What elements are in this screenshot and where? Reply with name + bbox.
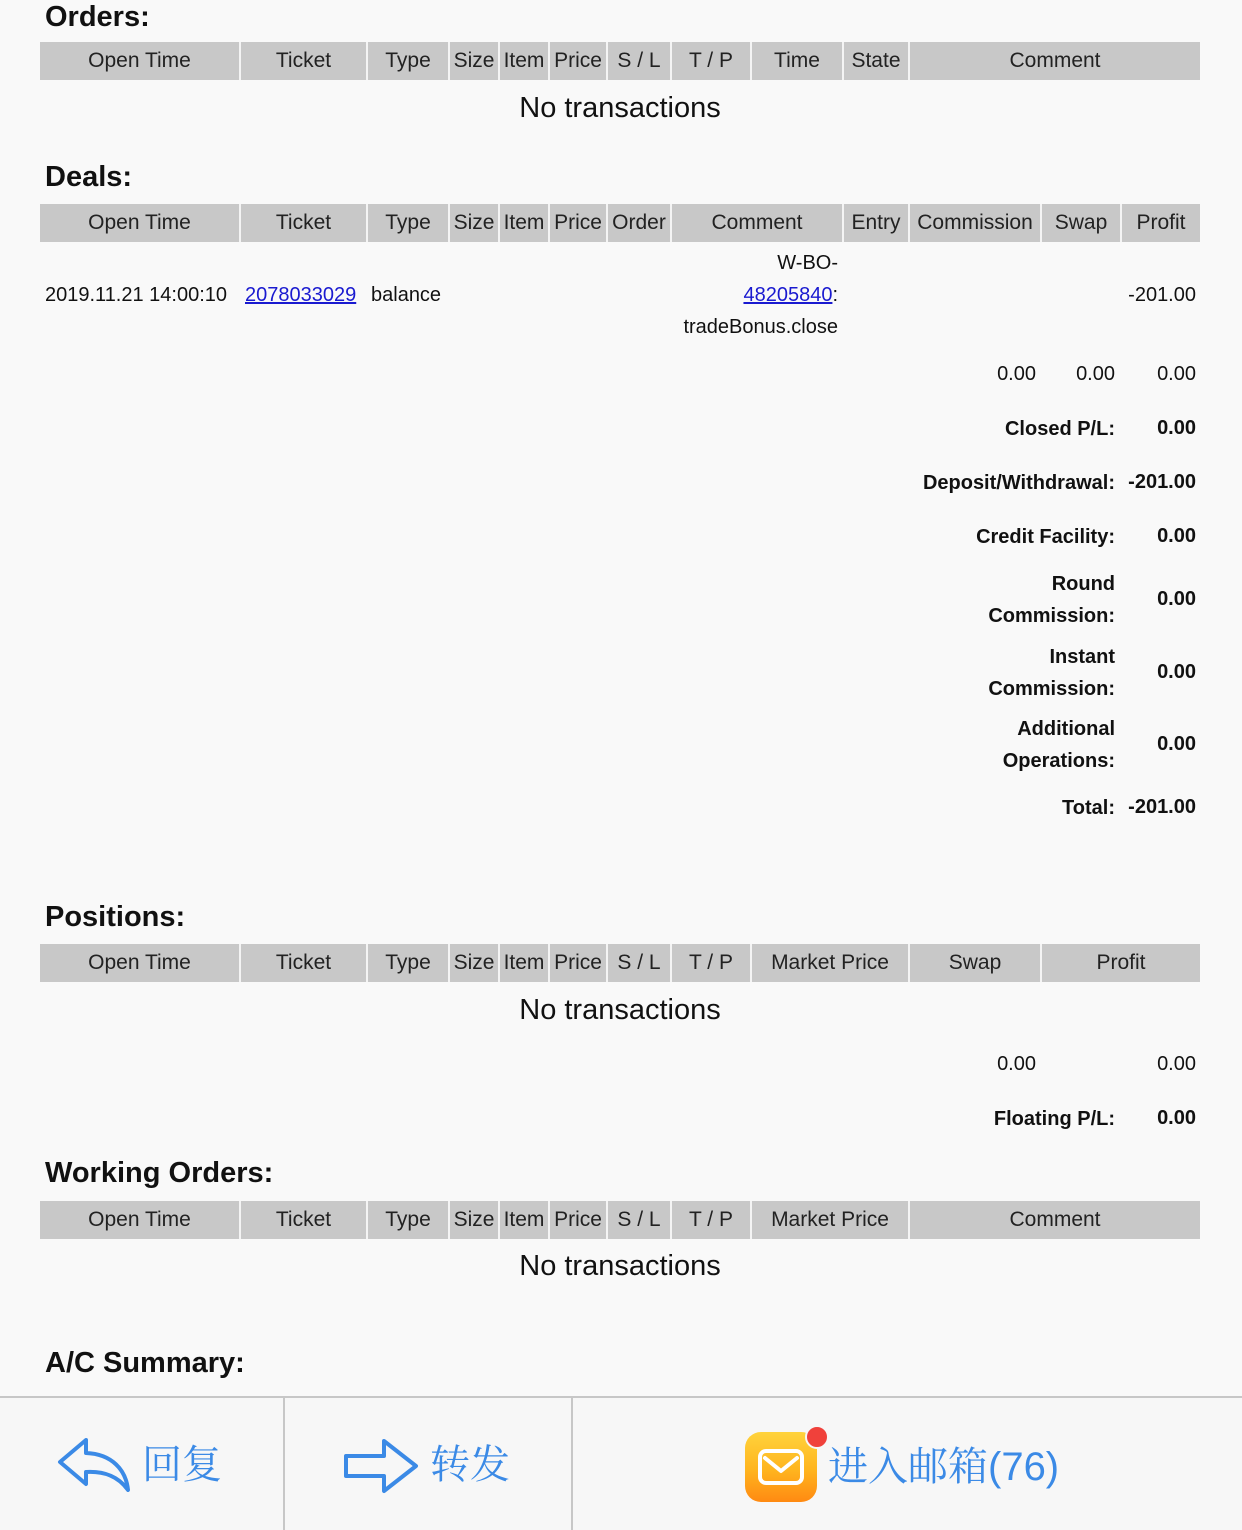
deals-col-item: Item bbox=[500, 204, 550, 242]
enter-mailbox-button[interactable] bbox=[573, 1398, 1242, 1530]
deal-open-time: 2019.11.21 14:00:10 bbox=[45, 284, 228, 306]
unread-dot-badge bbox=[805, 1425, 829, 1449]
reply-label: 回复 bbox=[142, 1443, 222, 1487]
deals-col-type: Type bbox=[368, 204, 450, 242]
additional-operations-label-2: Operations: bbox=[1002, 750, 1115, 772]
orders-col-comment: Comment bbox=[1009, 49, 1101, 72]
round-commission-value: 0.00 bbox=[1157, 588, 1196, 610]
positions-col-price: Price bbox=[550, 944, 608, 982]
positions-section-title: Positions: bbox=[45, 901, 186, 933]
orders-col-type: Type bbox=[368, 42, 450, 80]
deposit-withdrawal-value: -201.00 bbox=[1128, 471, 1196, 493]
forward-label: 转发 bbox=[430, 1443, 510, 1487]
working-orders-col-tp: T / P bbox=[672, 1201, 752, 1239]
deals-col-ticket: Ticket bbox=[241, 204, 368, 242]
positions-col-open-time: Open Time bbox=[40, 944, 241, 982]
deposit-withdrawal-label: Deposit/Withdrawal: bbox=[922, 472, 1115, 494]
deals-col-size: Size bbox=[450, 204, 500, 242]
working-orders-col-ticket: Ticket bbox=[241, 1201, 368, 1239]
orders-col-open-time: Open Time bbox=[40, 42, 241, 80]
mail-action-toolbar bbox=[0, 1396, 1242, 1530]
deals-total-commission: 0.00 bbox=[997, 363, 1036, 385]
orders-col-state: State bbox=[844, 42, 910, 80]
positions-col-sl: S / L bbox=[608, 944, 672, 982]
deals-total-swap: 0.00 bbox=[1076, 363, 1115, 385]
positions-col-ticket: Ticket bbox=[241, 944, 368, 982]
positions-total-profit: 0.00 bbox=[1157, 1053, 1196, 1075]
round-commission-label-2: Commission: bbox=[988, 605, 1115, 627]
working-orders-col-market-price: Market Price bbox=[752, 1201, 910, 1239]
deals-section-title: Deals: bbox=[45, 161, 133, 193]
credit-facility-label: Credit Facility: bbox=[976, 526, 1115, 548]
envelope-icon bbox=[757, 1447, 805, 1487]
working-orders-empty-message: No transactions bbox=[519, 1250, 721, 1282]
orders-col-time: Time bbox=[752, 42, 844, 80]
credit-facility-value: 0.00 bbox=[1157, 525, 1196, 547]
deal-comment-suffix: tradeBonus.close bbox=[683, 316, 838, 338]
reply-arrow-icon bbox=[56, 1436, 132, 1492]
working-orders-col-open-time: Open Time bbox=[40, 1201, 241, 1239]
forward-arrow-icon bbox=[342, 1436, 420, 1496]
deal-comment-order bbox=[743, 284, 838, 307]
positions-col-type: Type bbox=[368, 944, 450, 982]
orders-col-item: Item bbox=[500, 42, 550, 80]
mailbox-label: 进入邮箱(76) bbox=[828, 1445, 1060, 1489]
deals-col-entry: Entry bbox=[844, 204, 910, 242]
deals-col-price: Price bbox=[550, 204, 608, 242]
instant-commission-value: 0.00 bbox=[1157, 661, 1196, 683]
forward-button[interactable] bbox=[285, 1398, 571, 1530]
deals-col-commission: Commission bbox=[910, 204, 1042, 242]
deals-col-order: Order bbox=[608, 204, 672, 242]
working-orders-col-type: Type bbox=[368, 1201, 450, 1239]
reply-button[interactable] bbox=[0, 1398, 283, 1530]
positions-total-swap: 0.00 bbox=[997, 1053, 1036, 1075]
orders-table-header bbox=[40, 42, 1200, 80]
deals-col-comment: Comment bbox=[672, 204, 844, 242]
positions-col-swap: Swap bbox=[910, 944, 1042, 982]
closed-pl-label: Closed P/L: bbox=[1004, 418, 1115, 440]
working-orders-col-sl: S / L bbox=[608, 1201, 672, 1239]
positions-col-profit: Profit bbox=[1096, 951, 1146, 974]
positions-table-header bbox=[40, 944, 1200, 982]
positions-empty-message: No transactions bbox=[519, 994, 721, 1026]
deals-table-header bbox=[40, 204, 1200, 242]
closed-pl-value: 0.00 bbox=[1157, 417, 1196, 439]
orders-empty-message: No transactions bbox=[519, 92, 721, 124]
working-orders-col-comment: Comment bbox=[1009, 1208, 1101, 1231]
total-value: -201.00 bbox=[1128, 796, 1196, 818]
working-orders-col-size: Size bbox=[450, 1201, 500, 1239]
instant-commission-label-2: Commission: bbox=[988, 678, 1115, 700]
deal-comment-colon: : bbox=[832, 284, 838, 306]
orders-col-sl: S / L bbox=[608, 42, 672, 80]
orders-section-title: Orders: bbox=[45, 1, 150, 33]
additional-operations-value: 0.00 bbox=[1157, 733, 1196, 755]
floating-pl-label: Floating P/L: bbox=[993, 1108, 1115, 1130]
instant-commission-label-1: Instant bbox=[1049, 646, 1115, 668]
deal-ticket-link[interactable]: 2078033029 bbox=[245, 284, 357, 306]
orders-col-ticket: Ticket bbox=[241, 42, 368, 80]
working-orders-col-price: Price bbox=[550, 1201, 608, 1239]
deals-total-profit: 0.00 bbox=[1157, 363, 1196, 385]
total-label: Total: bbox=[1062, 797, 1115, 819]
working-orders-table-header bbox=[40, 1201, 1200, 1239]
positions-col-market-price: Market Price bbox=[752, 944, 910, 982]
round-commission-label-1: Round bbox=[1051, 573, 1115, 595]
working-orders-col-item: Item bbox=[500, 1201, 550, 1239]
deal-comment-order-link[interactable]: 48205840 bbox=[743, 284, 833, 306]
orders-col-tp: T / P bbox=[672, 42, 752, 80]
floating-pl-value: 0.00 bbox=[1157, 1107, 1196, 1129]
deal-profit: -201.00 bbox=[1128, 284, 1196, 306]
positions-col-size: Size bbox=[450, 944, 500, 982]
positions-col-item: Item bbox=[500, 944, 550, 982]
deal-comment-prefix: W-BO- bbox=[777, 252, 838, 274]
working-orders-section-title: Working Orders: bbox=[45, 1157, 274, 1189]
orders-col-price: Price bbox=[550, 42, 608, 80]
orders-col-size: Size bbox=[450, 42, 500, 80]
additional-operations-label-1: Additional bbox=[1017, 718, 1115, 740]
deals-col-swap: Swap bbox=[1042, 204, 1122, 242]
deals-col-profit: Profit bbox=[1136, 211, 1186, 234]
ac-summary-section-title: A/C Summary: bbox=[45, 1347, 245, 1379]
deals-col-open-time: Open Time bbox=[40, 204, 241, 242]
positions-col-tp: T / P bbox=[672, 944, 752, 982]
deal-type: balance bbox=[371, 284, 442, 306]
